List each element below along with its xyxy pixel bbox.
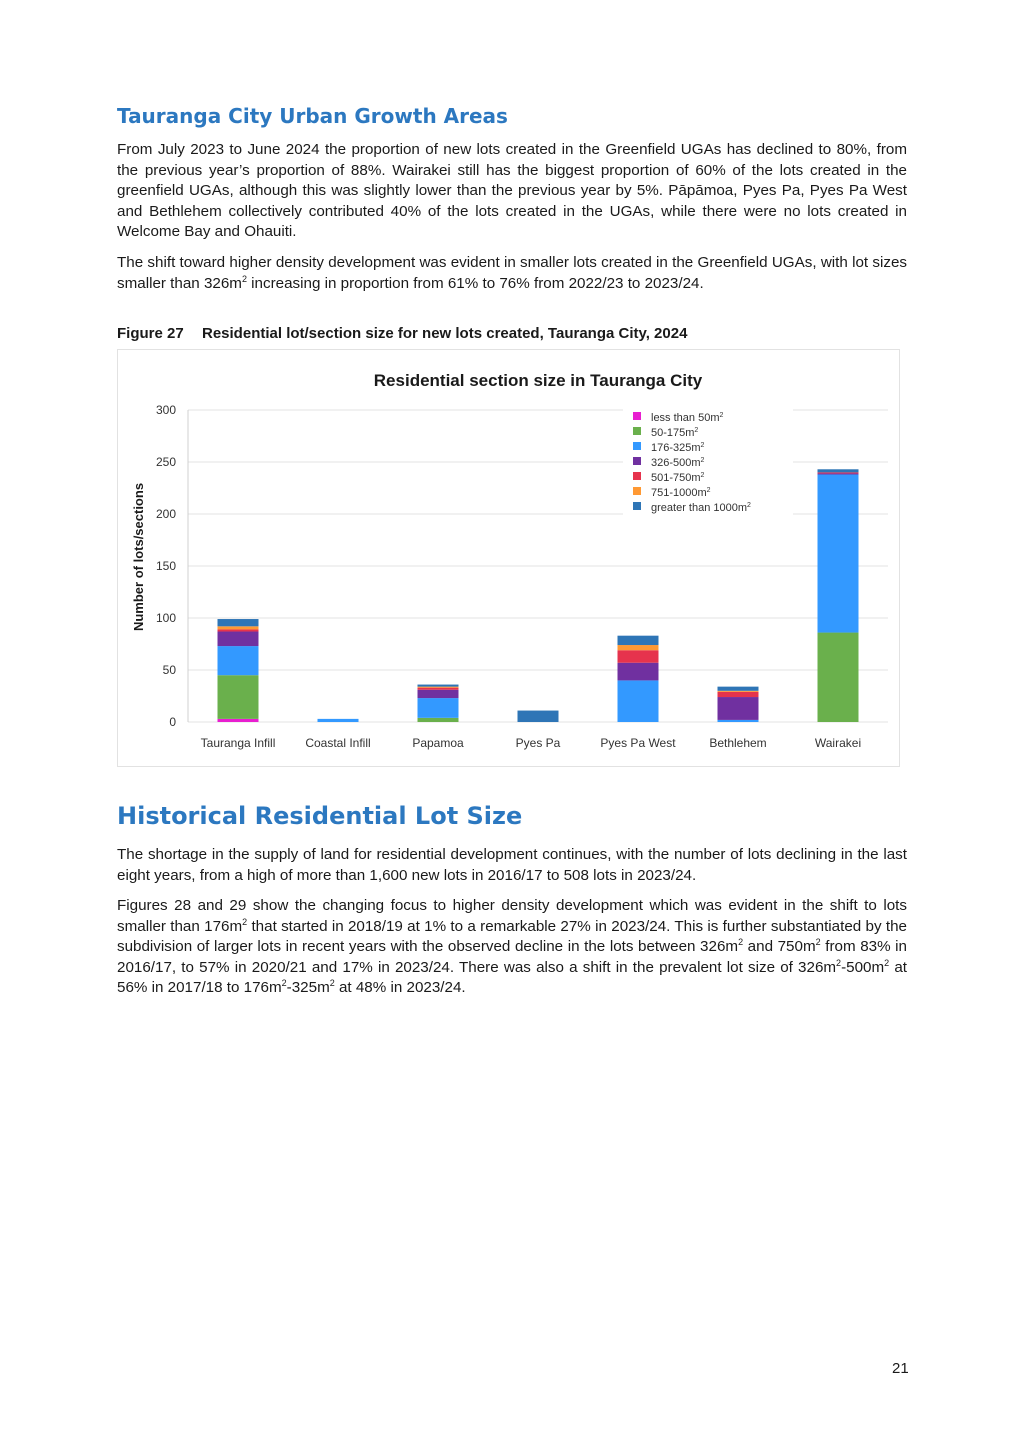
p4-sup-2: 2 bbox=[738, 937, 744, 948]
legend-label-sup: 2 bbox=[700, 457, 705, 464]
legend-label-text: less than 50m bbox=[651, 412, 720, 424]
p4-text-5: -500m bbox=[841, 958, 885, 976]
paragraph-historical-2 bbox=[117, 896, 907, 999]
bar-segment bbox=[818, 472, 859, 473]
bar-segment bbox=[218, 626, 259, 629]
paragraph-historical-1: The shortage in the supply of land for residential development continues, with the number of lots declining in the last eight years, from a high of more than 1,600 new lots in 2016/17 to 508 lots in 2023/24. bbox=[117, 846, 907, 884]
p2-sup: 2 bbox=[241, 273, 247, 284]
bar-segment bbox=[618, 650, 659, 662]
y-tick-labels bbox=[156, 403, 176, 729]
legend-label-sup: 2 bbox=[700, 472, 705, 479]
legend-swatch bbox=[633, 442, 641, 450]
legend-label-sup: 2 bbox=[700, 442, 705, 449]
bar-segment bbox=[618, 663, 659, 681]
page-number: 21 bbox=[892, 1360, 909, 1377]
figure-title: Residential lot/section size for new lots created, Tauranga City, 2024 bbox=[202, 325, 688, 342]
bar-segment bbox=[618, 636, 659, 645]
legend-label-text: 751-1000m bbox=[651, 487, 707, 499]
bar-segment bbox=[218, 646, 259, 675]
bar-segment bbox=[318, 719, 359, 722]
p4-sup-1: 2 bbox=[242, 916, 248, 927]
p4-text-3: and 750m bbox=[743, 938, 816, 956]
x-tick-label: Bethlehem bbox=[709, 736, 767, 750]
bar-segment bbox=[618, 645, 659, 650]
bar-segment bbox=[418, 685, 459, 687]
figure-caption bbox=[117, 325, 687, 342]
bar-segment bbox=[718, 720, 759, 722]
y-tick-label: 100 bbox=[155, 611, 176, 625]
bar-segment bbox=[618, 680, 659, 722]
y-tick-label: 300 bbox=[155, 403, 176, 417]
bar-segment bbox=[718, 687, 759, 691]
p4-sup-4: 2 bbox=[836, 957, 842, 968]
legend-swatch bbox=[633, 487, 641, 495]
legend-swatch bbox=[633, 457, 641, 465]
section-heading-historical: Historical Residential Lot Size bbox=[117, 802, 523, 830]
legend-label-sup: 2 bbox=[719, 412, 724, 419]
chart-container bbox=[117, 349, 900, 767]
y-tick-label: 0 bbox=[169, 715, 176, 729]
bar-segment bbox=[218, 675, 259, 719]
x-tick-label: Wairakei bbox=[814, 736, 862, 750]
x-tick-labels bbox=[201, 736, 861, 750]
bar-segment bbox=[218, 629, 259, 631]
bar-segment bbox=[418, 718, 459, 722]
x-tick-label: Papamoa bbox=[412, 736, 464, 750]
legend-label bbox=[651, 442, 705, 454]
bar-segment bbox=[718, 691, 759, 692]
legend-swatch bbox=[633, 427, 641, 435]
legend-label-text: 326-500m bbox=[651, 457, 701, 469]
x-tick-label: Pyes Pa West bbox=[600, 736, 676, 750]
p4-sup-7: 2 bbox=[329, 978, 335, 989]
bar-segment bbox=[418, 690, 459, 698]
paragraph-ugas-1: From July 2023 to June 2024 the proportion of new lots created in the Greenfield UGAs has declined to 80%, from the previous year’s proportion of 88%. Wairakei still has the biggest proportion of 60% of the lots created in the greenfield UGAs, although this was slightly lower than the previous year by 5%. Pāpāmoa, Pyes Pa, Pyes Pa West and Bethlehem collectively contributed 40% of the lots created in the UGAs, while there were no lots created in Welcome Bay and Ohauiti. bbox=[117, 141, 907, 241]
y-tick-label: 50 bbox=[162, 663, 176, 677]
legend-label-text: greater than 1000m bbox=[651, 502, 748, 514]
legend-label bbox=[651, 472, 705, 484]
bar-segment bbox=[818, 469, 859, 472]
legend-label-sup: 2 bbox=[747, 502, 751, 509]
y-axis-label: Number of lots/sections bbox=[131, 482, 146, 632]
bar-segment bbox=[218, 632, 259, 647]
legend-label bbox=[651, 502, 751, 514]
legend-label-text: 50-175m bbox=[651, 427, 695, 439]
p4-text-4: from 83% in 2016/17, to 57% in 2020/21 and 17% in 2023/24. There was also a shift in the prevalent lot size of 326m bbox=[117, 938, 907, 976]
bar-segment bbox=[418, 687, 459, 688]
y-tick-label: 200 bbox=[155, 507, 176, 521]
legend-label-sup: 2 bbox=[706, 487, 711, 494]
legend-label bbox=[651, 427, 698, 439]
bar-segment bbox=[818, 474, 859, 632]
bar-segment bbox=[818, 473, 859, 474]
bar-segment bbox=[418, 698, 459, 718]
x-tick-label: Coastal Infill bbox=[305, 736, 371, 750]
legend-label-text: 501-750m bbox=[651, 472, 701, 484]
legend-swatch bbox=[633, 502, 641, 510]
legend bbox=[623, 404, 793, 515]
p4-text-1: Figures 28 and 29 show the changing focus to higher density development which was evident in the shift to lots smaller than 176m bbox=[117, 897, 907, 935]
legend-label bbox=[651, 457, 705, 469]
bar-segment bbox=[418, 688, 459, 690]
paragraph-ugas-2 bbox=[117, 253, 907, 294]
legend-label bbox=[651, 412, 723, 424]
bar-segment bbox=[718, 692, 759, 697]
p4-text-2: that started in 2018/19 at 1% to a remarkable 27% in 2023/24. This is further substantiated by the subdivision of larger lots in recent years with the observed decline in the lots between 326m bbox=[117, 917, 908, 956]
legend-label-text: 176-325m bbox=[651, 442, 701, 454]
p4-sup-3: 2 bbox=[815, 937, 821, 948]
bar-segment bbox=[218, 619, 259, 626]
p4-sup-6: 2 bbox=[281, 978, 287, 989]
section-heading-ugas: Tauranga City Urban Growth Areas bbox=[117, 104, 508, 128]
bar-segment bbox=[218, 719, 259, 722]
bar-segment bbox=[518, 711, 559, 722]
x-tick-label: Tauranga Infill bbox=[200, 736, 276, 750]
p4-sup-5: 2 bbox=[884, 957, 890, 968]
legend-swatch bbox=[633, 472, 641, 480]
x-tick-label: Pyes Pa bbox=[515, 736, 561, 750]
figure-number: Figure 27 bbox=[117, 325, 184, 342]
p2-text-b: increasing in proportion from 61% to 76% from 2022/23 to 2023/24. bbox=[246, 274, 704, 292]
p4-text-7: -325m bbox=[286, 979, 330, 997]
y-tick-label: 150 bbox=[155, 559, 176, 573]
bar-segment bbox=[718, 697, 759, 720]
y-tick-label: 250 bbox=[155, 455, 176, 469]
legend-swatch bbox=[633, 412, 641, 420]
p4-text-8: at 48% in 2023/24. bbox=[334, 979, 466, 997]
legend-label bbox=[651, 487, 711, 499]
p4-text-6: at 56% in 2017/18 to 176m bbox=[117, 958, 907, 997]
bar-segment bbox=[818, 633, 859, 722]
p2-text-a: The shift toward higher density development was evident in smaller lots created in the Greenfield UGAs, with lot sizes smaller than 326m bbox=[117, 254, 907, 292]
chart-title: Residential section size in Tauranga City bbox=[373, 371, 703, 390]
legend-label-sup: 2 bbox=[694, 427, 699, 434]
stacked-bar-chart bbox=[118, 350, 899, 766]
